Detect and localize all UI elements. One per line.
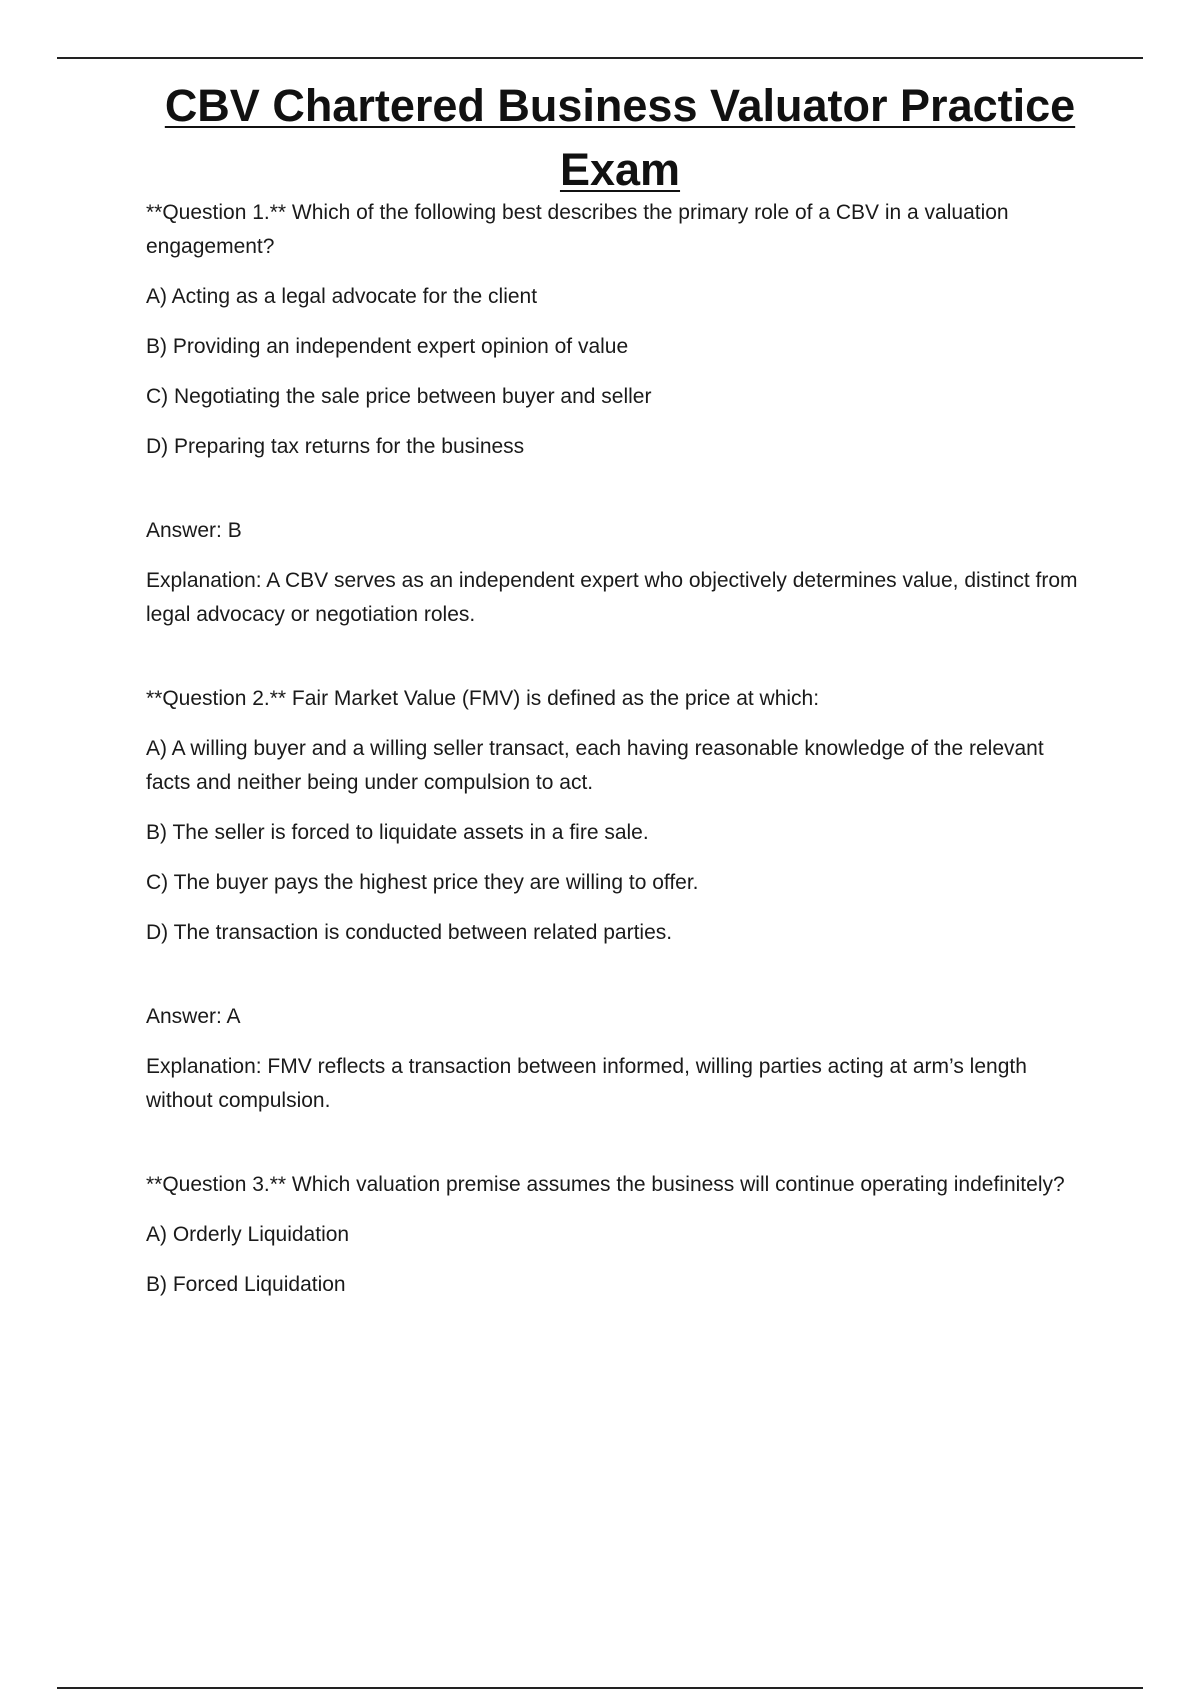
question-2-option-a: A) A willing buyer and a willing seller transact, each having reasonable knowledge of the relevant facts and neither being under compulsion to act.	[146, 737, 1044, 794]
page-title: CBV Chartered Business Valuator Practice Exam	[164, 80, 1076, 195]
bottom-rule	[57, 1687, 1143, 1689]
question-3-option-a: A) Orderly Liquidation	[146, 1223, 350, 1246]
top-rule	[57, 57, 1143, 59]
question-2-answer: Answer: A	[146, 1005, 241, 1028]
question-1-explanation: Explanation: A CBV serves as an independent expert who objectively determines value, distinct from legal advocacy or negotiation roles.	[146, 569, 1078, 626]
question-1-option-b: B) Providing an independent expert opinion of value	[146, 335, 629, 358]
question-2-option-c: C) The buyer pays the highest price they are willing to offer.	[146, 871, 699, 894]
question-1-option-a: A) Acting as a legal advocate for the client	[146, 285, 538, 308]
question-1-answer: Answer: B	[146, 519, 242, 542]
question-1-option-c: C) Negotiating the sale price between buyer and seller	[146, 385, 652, 408]
question-2-prompt: **Question 2.** Fair Market Value (FMV) is defined as the price at which:	[146, 687, 820, 710]
question-1-option-d: D) Preparing tax returns for the business	[146, 435, 525, 458]
question-2-explanation: Explanation: FMV reflects a transaction between informed, willing parties acting at arm’s length without compulsion.	[146, 1055, 1027, 1112]
question-3-prompt: **Question 3.** Which valuation premise assumes the business will continue operating indefinitely?	[146, 1173, 1065, 1196]
question-3-option-b: B) Forced Liquidation	[146, 1273, 346, 1296]
document-body	[146, 196, 1086, 1318]
question-2-option-d: D) The transaction is conducted between related parties.	[146, 921, 673, 944]
question-1-prompt: **Question 1.** Which of the following best describes the primary role of a CBV in a valuation engagement?	[146, 201, 1009, 258]
question-2-option-b: B) The seller is forced to liquidate assets in a fire sale.	[146, 821, 649, 844]
